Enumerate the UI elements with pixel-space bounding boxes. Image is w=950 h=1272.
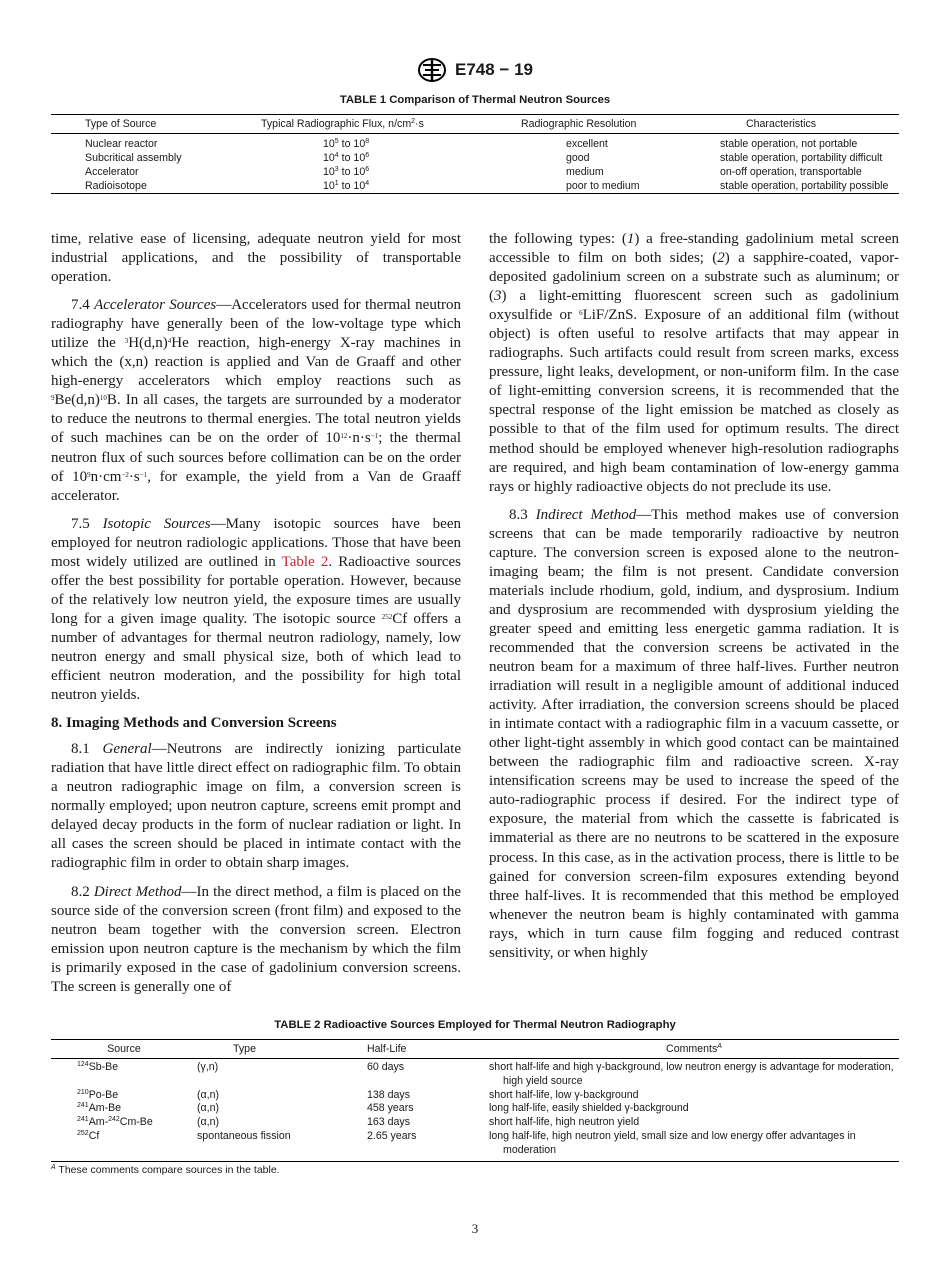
table2-footnote: $^A$ These comments compare sources in the table. (51, 1164, 280, 1176)
table2-cell-type: (γ,n) (197, 1061, 219, 1073)
table2-cell-half-life: 163 days (367, 1116, 410, 1129)
table1-cell-characteristics: stable operation, not portable (720, 138, 858, 150)
table2-cell-comment: long half-life, easily shielded γ-background (489, 1102, 689, 1115)
table-row (51, 165, 899, 179)
table1-cell-flux: $10^5$ to $10^8$ (323, 138, 370, 150)
table2-caption: TABLE 2 Radioactive Sources Employed for Thermal Neutron Radiography (274, 1019, 676, 1031)
section-7-4: 7.4 Accelerator Sources—Accelerators used for thermal neutron radiography have generally been of the low-voltage type which utilize the $^3H(d,n)^4He$ reaction, high-energy X-ray machines in which the (x,n) reaction is applied and Van de Graaff and other high-energy accelerators which employ reactions such as $^9Be(d,n)^{10}B$. In all cases, the targets are surrounded by a moderator to reduce the neutrons to thermal energies. The total neutron yields of such machines can be on the order of $10^{12}\cdot n\cdot s^{-1}$; the thermal neutron flux of such sources before collimation can be on the order of $10^9n\cdot cm^{-2}\cdot s^{-1}$, for example, the yield from a Van de Graaff accelerator. (51, 297, 462, 504)
page-header (0, 56, 950, 84)
table2-cell-half-life: 138 days (367, 1088, 410, 1101)
table1-header-row (51, 115, 899, 134)
section-7-5: 7.5 Isotopic Sources—Many isotopic sources have been employed for neutron radiologic applications. Those that have been most widely utilized are outlined in Table 2. Radioactive sources offer the best possibility for portable operation. However, because of the relatively low neutron yield, the exposure times are usually long for a given image quality. The isotopic source $^{252}$Cf offers a number of advantages for thermal neutron radiology, namely, low neutron energy and small physical size, both of which lead to efficient neutron moderation, and the possibility for high total neutron yields. (51, 515, 462, 704)
table-row (51, 1116, 899, 1130)
table-row (51, 179, 899, 194)
paragraph-continuation: time, relative ease of licensing, adequate neutron yield for most industrial applications, and the possibility of transportable operation. (51, 231, 461, 286)
table2-cell-comment: short half-life and high γ-background, low neutron energy is advantage for moderation, high yield source (489, 1061, 894, 1087)
table2 (51, 1039, 899, 1162)
table1-cell-resolution: medium (566, 166, 604, 178)
table1-cell-resolution: good (566, 152, 590, 164)
table2-cell-half-life: 2.65 years (367, 1129, 417, 1142)
section-8-2-continued: the following types: (1) a free-standing gadolinium metal screen accessible to film on both sides; (2) a sapphire-coated, vapor-deposited gadolinium screen on a substrate such as aluminum; or (3) a light-emitting fluorescent screen such as gadolinium oxysulfide or $^6$LiF/ZnS. Exposure of an additional film (without object) is often useful to resolve artifacts that may appear in radiographs. Such artifacts could result from screen marks, excess pressure, light leaks, development, or non-uniform film. In the case of light-emitting conversion screens, it is recommended that the spectral response of the light emission be matched as closely as possible to that of the film used for optimum results. The direct method should be employed whenever high-resolution radiographs are required, and high beam contamination of low-energy gamma rays or highly radioactive objects do not preclude its use. (489, 231, 899, 495)
right-column (489, 230, 899, 972)
table2-cell-comment: short half-life, high neutron yield (489, 1116, 640, 1129)
section-8-1: 8.1 General—Neutrons are indirectly ionizing particulate radiation that have little direct effect on radiographic film. To obtain a neutron radiographic image on film, a conversion screen is normally employed; upon neutron capture, screens emit prompt and delayed decay products in the form of nuclear radiation or light. In all cases the screen should be placed in intimate contact with the radiographic film in order to obtain sharp images. (51, 741, 461, 872)
table-row (51, 151, 899, 165)
astm-logo-icon (417, 57, 447, 83)
table1-caption: TABLE 1 Comparison of Thermal Neutron Sources (339, 94, 611, 106)
table2-header-source: Source (51, 1040, 197, 1059)
table1-header-type: Type of Source (51, 115, 228, 134)
table1-cell-flux: $10^4$ to $10^6$ (323, 152, 370, 164)
table-row (51, 1130, 899, 1161)
table2-header-half-life: Half-Life (338, 1040, 489, 1059)
table-row (51, 1102, 899, 1116)
table1-cell-resolution: poor to medium (566, 180, 640, 192)
table2-cell-source: $^{241}$Am-$^{242}$Cm-Be (77, 1116, 153, 1129)
table1-cell-type: Subcritical assembly (85, 152, 182, 164)
table2-cell-source: $^{124}$Sb-Be (77, 1061, 119, 1073)
table2-cell-type: (α,n) (197, 1102, 220, 1115)
page-number: 3 (471, 1221, 479, 1236)
table-row (51, 1089, 899, 1103)
table2-cell-comment: long half-life, high neutron yield, small size and low energy offer advantages in moderation (489, 1129, 856, 1156)
left-column (51, 230, 461, 1006)
table1-header-resolution: Radiographic Resolution (461, 115, 686, 134)
table1-header-flux: Typical Radiographic Flux, $n/cm^2\cdot s$ (228, 115, 461, 134)
section-8-heading: 8. Imaging Methods and Conversion Screens (51, 715, 337, 732)
table-row (51, 134, 899, 152)
table2-cell-source: $^{241}$Am-Be (77, 1102, 122, 1115)
table1-cell-type: Accelerator (85, 166, 139, 178)
section-8-3: 8.3 Indirect Method—This method makes use of conversion screens that can be made temporarily radioactive by neutron capture. The conversion screen is exposed alone to the neutron-imaging beam; the film is not present. Candidate conversion materials include rhodium, gold, indium, and dysprosium. Indium and dysprosium are recommended with dysprosium yielding the greater speed and emitting less energetic gamma radiation. It is recommended that the conversion screens be activated in the neutron beam for a maximum of three half-lives. Further neutron irradiation will result in a negligible amount of additional induced activity. After irradiation, the conversion screens should be placed in intimate contact with a radiographic film in a vacuum cassette, or other light-tight assembly in which good contact can be maintained between the radiographic film and radioactive screen. X-ray intensification screens may be used to increase the speed of the auto-radiographic process if desired. For the indirect type of exposure, the material from which the cassette is fabricated is immaterial as there are no neutrons to be scattered in the exposure process. In this case, as in the activation process, there is little to be gained for conversion screen-film exposures extending beyond three half-lives. It is recommended that this method be employed whenever the neutron beam is highly contaminated with gamma rays, which in turn cause film fogging and reduced contrast sensitivity, or when highly (489, 506, 899, 961)
table1-cell-type: Radioisotope (85, 180, 147, 192)
table2-cell-half-life: 60 days (367, 1061, 405, 1073)
table1-cell-flux: $10^1$ to $10^4$ (323, 180, 370, 192)
table1 (51, 114, 899, 194)
table1-cell-characteristics: on-off operation, transportable (720, 166, 862, 178)
table2-header-comments: Comments$^A$ (489, 1040, 899, 1059)
table2-cell-source: $^{252}$Cf (77, 1129, 100, 1142)
table1-cell-type: Nuclear reactor (85, 138, 158, 150)
table2-cell-source: $^{210}$Po-Be (77, 1088, 119, 1101)
table2-cell-half-life: 458 years (367, 1102, 414, 1115)
table2-cell-comment: short half-life, low γ-background (489, 1088, 639, 1101)
document-code: E748 − 19 (455, 60, 533, 79)
table1-cell-characteristics: stable operation, portability difficult (720, 152, 883, 164)
table1-header-characteristics: Characteristics (686, 115, 899, 134)
table-row (51, 1059, 899, 1089)
table2-cell-type: (α,n) (197, 1116, 220, 1129)
table1-cell-characteristics: stable operation, portability possible (720, 180, 889, 192)
table2-header-type: Type (197, 1040, 338, 1059)
table2-link[interactable]: Table 2 (281, 553, 329, 570)
table1-cell-resolution: excellent (566, 138, 608, 150)
table1-cell-flux: $10^3$ to $10^6$ (323, 166, 370, 178)
section-8-2: 8.2 Direct Method—In the direct method, a film is placed on the source side of the conversion screen (front film) and exposed to the neutron beam together with the conversion screen. Electron emission upon neutron capture is the mechanism by which the film is primarily exposed in the case of gadolinium conversion screens. The screen is generally one of (51, 883, 461, 995)
table2-cell-type: (α,n) (197, 1088, 220, 1101)
table2-cell-type: spontaneous fission (197, 1129, 291, 1142)
table2-header-row (51, 1040, 899, 1059)
